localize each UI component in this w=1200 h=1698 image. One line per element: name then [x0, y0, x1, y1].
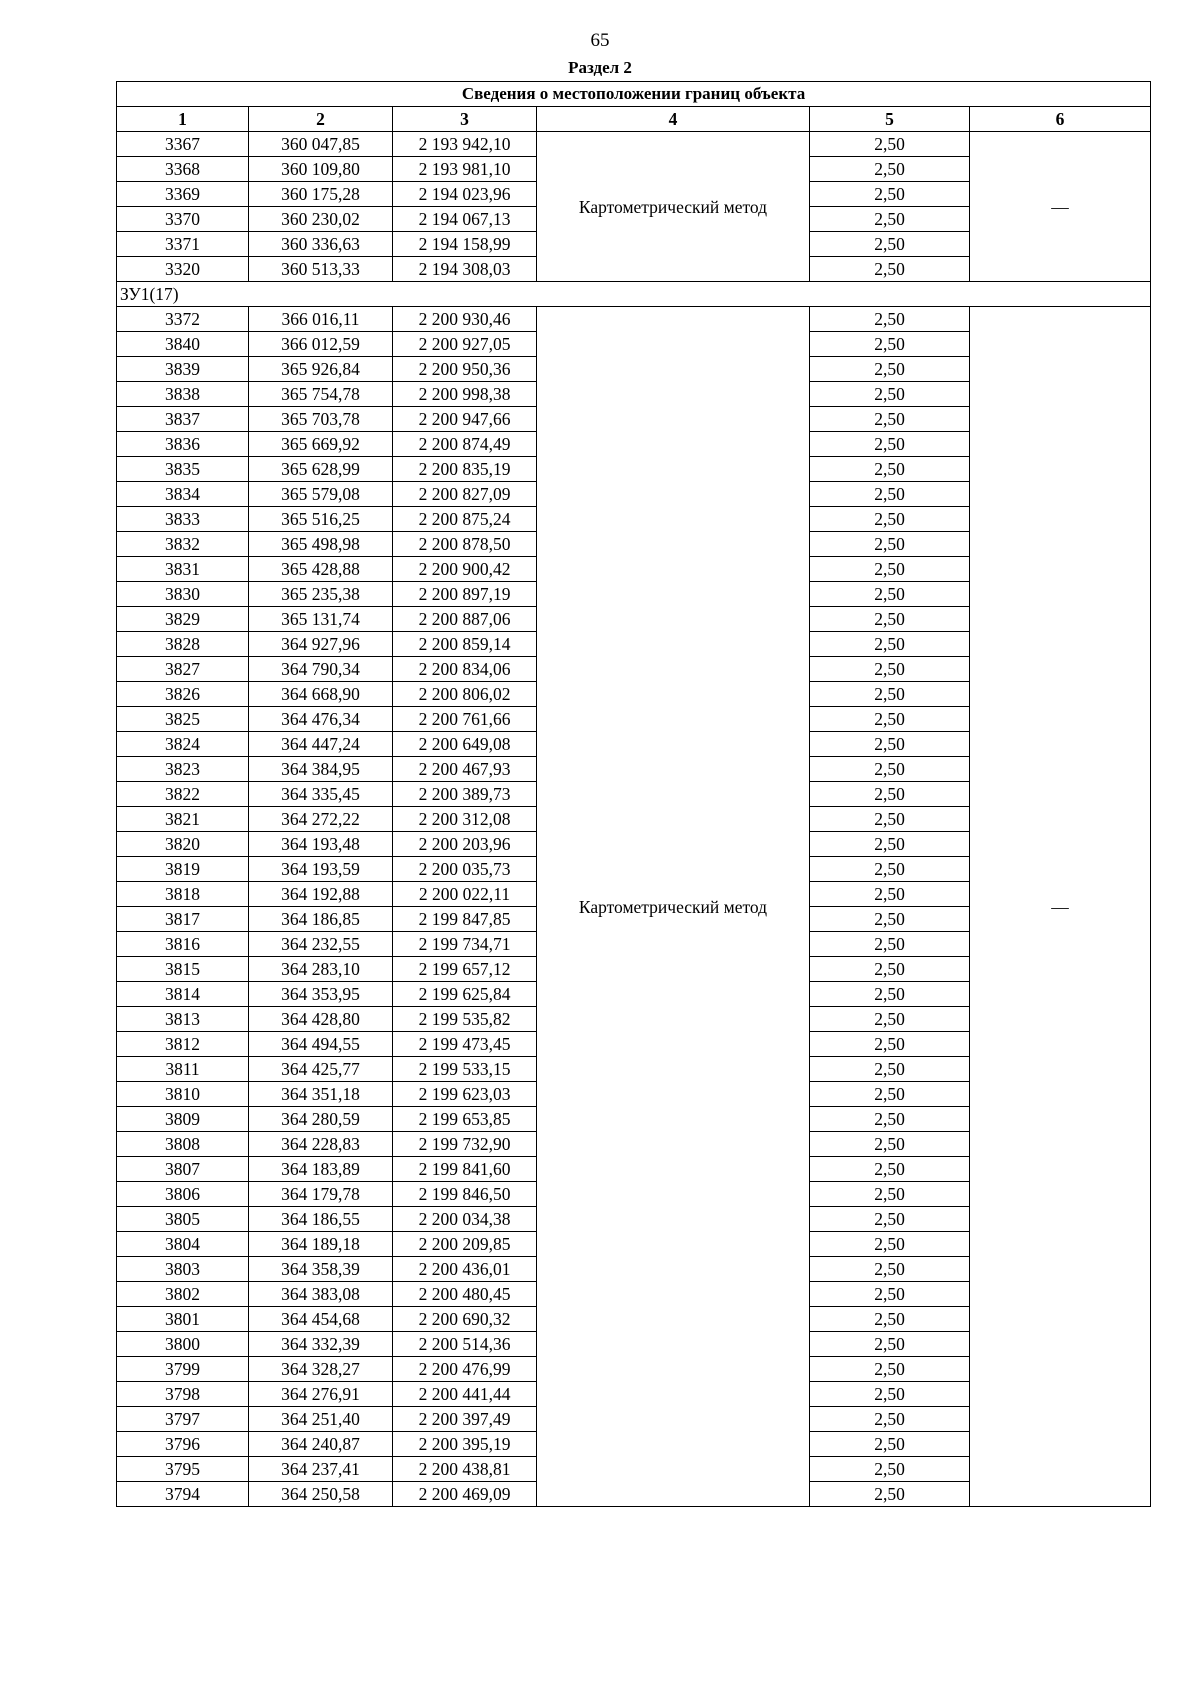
accuracy-cell: 2,50	[810, 1032, 970, 1057]
coordinate-x-cell: 360 109,80	[249, 157, 393, 182]
column-header: 5	[810, 107, 970, 132]
coordinate-y-cell: 2 200 397,49	[393, 1407, 537, 1432]
coordinate-y-cell: 2 200 035,73	[393, 857, 537, 882]
accuracy-cell: 2,50	[810, 932, 970, 957]
point-number-cell: 3828	[117, 632, 249, 657]
coordinate-y-cell: 2 199 657,12	[393, 957, 537, 982]
table-row	[117, 307, 1151, 332]
coordinate-x-cell: 364 237,41	[249, 1457, 393, 1482]
accuracy-cell: 2,50	[810, 1457, 970, 1482]
coordinate-x-cell: 365 703,78	[249, 407, 393, 432]
accuracy-cell: 2,50	[810, 1282, 970, 1307]
coordinate-y-cell: 2 200 209,85	[393, 1232, 537, 1257]
coordinate-x-cell: 364 328,27	[249, 1357, 393, 1382]
point-number-cell: 3802	[117, 1282, 249, 1307]
accuracy-cell: 2,50	[810, 1232, 970, 1257]
coordinate-x-cell: 364 476,34	[249, 707, 393, 732]
coordinate-y-cell: 2 200 203,96	[393, 832, 537, 857]
coordinate-y-cell: 2 200 022,11	[393, 882, 537, 907]
table-row	[117, 132, 1151, 157]
coordinate-x-cell: 364 179,78	[249, 1182, 393, 1207]
accuracy-cell: 2,50	[810, 1257, 970, 1282]
coordinate-y-cell: 2 194 158,99	[393, 232, 537, 257]
table-body	[117, 132, 1151, 1507]
accuracy-cell: 2,50	[810, 557, 970, 582]
point-number-cell: 3810	[117, 1082, 249, 1107]
coordinate-x-cell: 360 047,85	[249, 132, 393, 157]
accuracy-cell: 2,50	[810, 832, 970, 857]
coordinate-x-cell: 364 358,39	[249, 1257, 393, 1282]
accuracy-cell: 2,50	[810, 132, 970, 157]
coordinate-y-cell: 2 200 438,81	[393, 1457, 537, 1482]
accuracy-cell: 2,50	[810, 1132, 970, 1157]
accuracy-cell: 2,50	[810, 232, 970, 257]
point-number-cell: 3826	[117, 682, 249, 707]
coordinate-y-cell: 2 200 034,38	[393, 1207, 537, 1232]
coordinate-y-cell: 2 200 930,46	[393, 307, 537, 332]
accuracy-cell: 2,50	[810, 982, 970, 1007]
coordinate-y-cell: 2 199 625,84	[393, 982, 537, 1007]
point-number-cell: 3799	[117, 1357, 249, 1382]
coordinate-x-cell: 364 454,68	[249, 1307, 393, 1332]
coordinate-x-cell: 364 351,18	[249, 1082, 393, 1107]
coordinate-y-cell: 2 199 847,85	[393, 907, 537, 932]
coordinate-x-cell: 364 353,95	[249, 982, 393, 1007]
note-cell: —	[970, 132, 1151, 282]
column-header: 6	[970, 107, 1151, 132]
point-number-cell: 3367	[117, 132, 249, 157]
column-header-row	[117, 107, 1151, 132]
coordinate-x-cell: 365 131,74	[249, 607, 393, 632]
coordinate-x-cell: 364 189,18	[249, 1232, 393, 1257]
point-number-cell: 3822	[117, 782, 249, 807]
page-number: 65	[590, 30, 610, 51]
accuracy-cell: 2,50	[810, 682, 970, 707]
coordinate-x-cell: 364 240,87	[249, 1432, 393, 1457]
accuracy-cell: 2,50	[810, 157, 970, 182]
coordinate-y-cell: 2 200 834,06	[393, 657, 537, 682]
column-header: 2	[249, 107, 393, 132]
coordinate-y-cell: 2 200 469,09	[393, 1482, 537, 1507]
accuracy-cell: 2,50	[810, 1332, 970, 1357]
coordinate-y-cell: 2 200 476,99	[393, 1357, 537, 1382]
accuracy-cell: 2,50	[810, 582, 970, 607]
column-header: 1	[117, 107, 249, 132]
coordinate-y-cell: 2 200 878,50	[393, 532, 537, 557]
accuracy-cell: 2,50	[810, 1182, 970, 1207]
point-number-cell: 3821	[117, 807, 249, 832]
point-number-cell: 3834	[117, 482, 249, 507]
point-number-cell: 3372	[117, 307, 249, 332]
coordinate-x-cell: 364 272,22	[249, 807, 393, 832]
point-number-cell: 3835	[117, 457, 249, 482]
accuracy-cell: 2,50	[810, 632, 970, 657]
coordinate-y-cell: 2 200 827,09	[393, 482, 537, 507]
coordinate-x-cell: 364 790,34	[249, 657, 393, 682]
point-number-cell: 3817	[117, 907, 249, 932]
accuracy-cell: 2,50	[810, 432, 970, 457]
coordinate-x-cell: 365 428,88	[249, 557, 393, 582]
coordinate-y-cell: 2 199 653,85	[393, 1107, 537, 1132]
coordinate-x-cell: 364 283,10	[249, 957, 393, 982]
coordinate-x-cell: 364 276,91	[249, 1382, 393, 1407]
point-number-cell: 3369	[117, 182, 249, 207]
accuracy-cell: 2,50	[810, 207, 970, 232]
note-cell: —	[970, 307, 1151, 1507]
coordinate-y-cell: 2 199 473,45	[393, 1032, 537, 1057]
coordinate-x-cell: 365 516,25	[249, 507, 393, 532]
accuracy-cell: 2,50	[810, 382, 970, 407]
column-header: 4	[537, 107, 810, 132]
accuracy-cell: 2,50	[810, 1057, 970, 1082]
coordinate-x-cell: 364 193,59	[249, 857, 393, 882]
coordinate-x-cell: 360 230,02	[249, 207, 393, 232]
accuracy-cell: 2,50	[810, 1107, 970, 1132]
coordinate-y-cell: 2 193 942,10	[393, 132, 537, 157]
coordinate-y-cell: 2 200 761,66	[393, 707, 537, 732]
coordinate-y-cell: 2 200 395,19	[393, 1432, 537, 1457]
point-number-cell: 3370	[117, 207, 249, 232]
point-number-cell: 3803	[117, 1257, 249, 1282]
point-number-cell: 3811	[117, 1057, 249, 1082]
point-number-cell: 3829	[117, 607, 249, 632]
coordinate-y-cell: 2 194 023,96	[393, 182, 537, 207]
point-number-cell: 3812	[117, 1032, 249, 1057]
coordinate-y-cell: 2 194 067,13	[393, 207, 537, 232]
boundary-table	[116, 81, 1151, 1507]
coordinate-y-cell: 2 200 947,66	[393, 407, 537, 432]
accuracy-cell: 2,50	[810, 1007, 970, 1032]
point-number-cell: 3804	[117, 1232, 249, 1257]
coordinate-x-cell: 364 332,39	[249, 1332, 393, 1357]
accuracy-cell: 2,50	[810, 482, 970, 507]
coordinate-x-cell: 364 494,55	[249, 1032, 393, 1057]
coordinate-y-cell: 2 200 897,19	[393, 582, 537, 607]
group-label: ЗУ1(17)	[117, 282, 1151, 307]
accuracy-cell: 2,50	[810, 407, 970, 432]
accuracy-cell: 2,50	[810, 182, 970, 207]
coordinate-y-cell: 2 199 841,60	[393, 1157, 537, 1182]
coordinate-x-cell: 365 669,92	[249, 432, 393, 457]
coordinate-x-cell: 364 186,55	[249, 1207, 393, 1232]
coordinate-y-cell: 2 200 436,01	[393, 1257, 537, 1282]
accuracy-cell: 2,50	[810, 607, 970, 632]
coordinate-x-cell: 364 383,08	[249, 1282, 393, 1307]
coordinate-y-cell: 2 200 887,06	[393, 607, 537, 632]
point-number-cell: 3806	[117, 1182, 249, 1207]
coordinate-y-cell: 2 200 859,14	[393, 632, 537, 657]
point-number-cell: 3371	[117, 232, 249, 257]
coordinate-y-cell: 2 199 535,82	[393, 1007, 537, 1032]
accuracy-cell: 2,50	[810, 1157, 970, 1182]
accuracy-cell: 2,50	[810, 1307, 970, 1332]
coordinate-y-cell: 2 200 927,05	[393, 332, 537, 357]
point-number-cell: 3807	[117, 1157, 249, 1182]
coordinate-y-cell: 2 193 981,10	[393, 157, 537, 182]
accuracy-cell: 2,50	[810, 457, 970, 482]
point-number-cell: 3839	[117, 357, 249, 382]
coordinate-y-cell: 2 200 467,93	[393, 757, 537, 782]
coordinate-x-cell: 364 447,24	[249, 732, 393, 757]
point-number-cell: 3800	[117, 1332, 249, 1357]
coordinate-x-cell: 364 927,96	[249, 632, 393, 657]
coordinate-y-cell: 2 200 514,36	[393, 1332, 537, 1357]
coordinate-y-cell: 2 200 480,45	[393, 1282, 537, 1307]
group-row	[117, 282, 1151, 307]
point-number-cell: 3840	[117, 332, 249, 357]
accuracy-cell: 2,50	[810, 782, 970, 807]
accuracy-cell: 2,50	[810, 807, 970, 832]
point-number-cell: 3815	[117, 957, 249, 982]
accuracy-cell: 2,50	[810, 1407, 970, 1432]
coordinate-x-cell: 364 251,40	[249, 1407, 393, 1432]
point-number-cell: 3833	[117, 507, 249, 532]
point-number-cell: 3837	[117, 407, 249, 432]
point-number-cell: 3794	[117, 1482, 249, 1507]
accuracy-cell: 2,50	[810, 882, 970, 907]
accuracy-cell: 2,50	[810, 1382, 970, 1407]
accuracy-cell: 2,50	[810, 332, 970, 357]
accuracy-cell: 2,50	[810, 732, 970, 757]
accuracy-cell: 2,50	[810, 757, 970, 782]
point-number-cell: 3808	[117, 1132, 249, 1157]
coordinate-x-cell: 364 335,45	[249, 782, 393, 807]
coordinate-y-cell: 2 200 806,02	[393, 682, 537, 707]
method-cell: Картометрический метод	[537, 307, 810, 1507]
coordinate-x-cell: 364 384,95	[249, 757, 393, 782]
point-number-cell: 3820	[117, 832, 249, 857]
point-number-cell: 3795	[117, 1457, 249, 1482]
accuracy-cell: 2,50	[810, 507, 970, 532]
accuracy-cell: 2,50	[810, 257, 970, 282]
accuracy-cell: 2,50	[810, 357, 970, 382]
point-number-cell: 3827	[117, 657, 249, 682]
point-number-cell: 3836	[117, 432, 249, 457]
accuracy-cell: 2,50	[810, 707, 970, 732]
coordinate-x-cell: 365 628,99	[249, 457, 393, 482]
coordinate-x-cell: 360 336,63	[249, 232, 393, 257]
point-number-cell: 3798	[117, 1382, 249, 1407]
accuracy-cell: 2,50	[810, 1207, 970, 1232]
coordinate-x-cell: 364 232,55	[249, 932, 393, 957]
table-title-row	[117, 82, 1151, 107]
point-number-cell: 3830	[117, 582, 249, 607]
coordinate-x-cell: 364 250,58	[249, 1482, 393, 1507]
accuracy-cell: 2,50	[810, 1357, 970, 1382]
coordinate-y-cell: 2 200 690,32	[393, 1307, 537, 1332]
coordinate-y-cell: 2 199 734,71	[393, 932, 537, 957]
point-number-cell: 3805	[117, 1207, 249, 1232]
coordinate-x-cell: 364 183,89	[249, 1157, 393, 1182]
coordinate-x-cell: 364 192,88	[249, 882, 393, 907]
point-number-cell: 3797	[117, 1407, 249, 1432]
coordinate-x-cell: 364 186,85	[249, 907, 393, 932]
accuracy-cell: 2,50	[810, 1432, 970, 1457]
point-number-cell: 3816	[117, 932, 249, 957]
coordinate-x-cell: 365 235,38	[249, 582, 393, 607]
table-title: Сведения о местоположении границ объекта	[117, 82, 1151, 107]
coordinate-y-cell: 2 200 389,73	[393, 782, 537, 807]
method-cell: Картометрический метод	[537, 132, 810, 282]
coordinate-x-cell: 364 428,80	[249, 1007, 393, 1032]
coordinate-y-cell: 2 200 874,49	[393, 432, 537, 457]
coordinate-x-cell: 365 926,84	[249, 357, 393, 382]
coordinate-x-cell: 366 012,59	[249, 332, 393, 357]
accuracy-cell: 2,50	[810, 907, 970, 932]
accuracy-cell: 2,50	[810, 857, 970, 882]
coordinate-y-cell: 2 200 998,38	[393, 382, 537, 407]
coordinate-x-cell: 364 668,90	[249, 682, 393, 707]
point-number-cell: 3320	[117, 257, 249, 282]
point-number-cell: 3823	[117, 757, 249, 782]
column-header: 3	[393, 107, 537, 132]
section-title: Раздел 2	[568, 58, 632, 77]
point-number-cell: 3819	[117, 857, 249, 882]
coordinate-x-cell: 364 228,83	[249, 1132, 393, 1157]
accuracy-cell: 2,50	[810, 1082, 970, 1107]
accuracy-cell: 2,50	[810, 1482, 970, 1507]
coordinate-y-cell: 2 199 846,50	[393, 1182, 537, 1207]
point-number-cell: 3825	[117, 707, 249, 732]
coordinate-y-cell: 2 200 312,08	[393, 807, 537, 832]
point-number-cell: 3838	[117, 382, 249, 407]
coordinate-x-cell: 365 754,78	[249, 382, 393, 407]
coordinate-x-cell: 366 016,11	[249, 307, 393, 332]
accuracy-cell: 2,50	[810, 657, 970, 682]
point-number-cell: 3832	[117, 532, 249, 557]
coordinate-x-cell: 365 498,98	[249, 532, 393, 557]
coordinate-y-cell: 2 200 835,19	[393, 457, 537, 482]
coordinate-y-cell: 2 200 441,44	[393, 1382, 537, 1407]
point-number-cell: 3831	[117, 557, 249, 582]
point-number-cell: 3796	[117, 1432, 249, 1457]
coordinate-y-cell: 2 200 900,42	[393, 557, 537, 582]
coordinate-x-cell: 365 579,08	[249, 482, 393, 507]
accuracy-cell: 2,50	[810, 307, 970, 332]
point-number-cell: 3809	[117, 1107, 249, 1132]
point-number-cell: 3824	[117, 732, 249, 757]
point-number-cell: 3368	[117, 157, 249, 182]
accuracy-cell: 2,50	[810, 532, 970, 557]
point-number-cell: 3818	[117, 882, 249, 907]
point-number-cell: 3814	[117, 982, 249, 1007]
point-number-cell: 3801	[117, 1307, 249, 1332]
coordinate-y-cell: 2 199 623,03	[393, 1082, 537, 1107]
coordinate-y-cell: 2 194 308,03	[393, 257, 537, 282]
coordinate-x-cell: 360 175,28	[249, 182, 393, 207]
coordinate-y-cell: 2 199 533,15	[393, 1057, 537, 1082]
coordinate-x-cell: 360 513,33	[249, 257, 393, 282]
coordinate-y-cell: 2 199 732,90	[393, 1132, 537, 1157]
coordinate-x-cell: 364 280,59	[249, 1107, 393, 1132]
coordinate-y-cell: 2 200 950,36	[393, 357, 537, 382]
accuracy-cell: 2,50	[810, 957, 970, 982]
coordinate-y-cell: 2 200 875,24	[393, 507, 537, 532]
coordinate-x-cell: 364 425,77	[249, 1057, 393, 1082]
coordinate-x-cell: 364 193,48	[249, 832, 393, 857]
coordinate-y-cell: 2 200 649,08	[393, 732, 537, 757]
point-number-cell: 3813	[117, 1007, 249, 1032]
